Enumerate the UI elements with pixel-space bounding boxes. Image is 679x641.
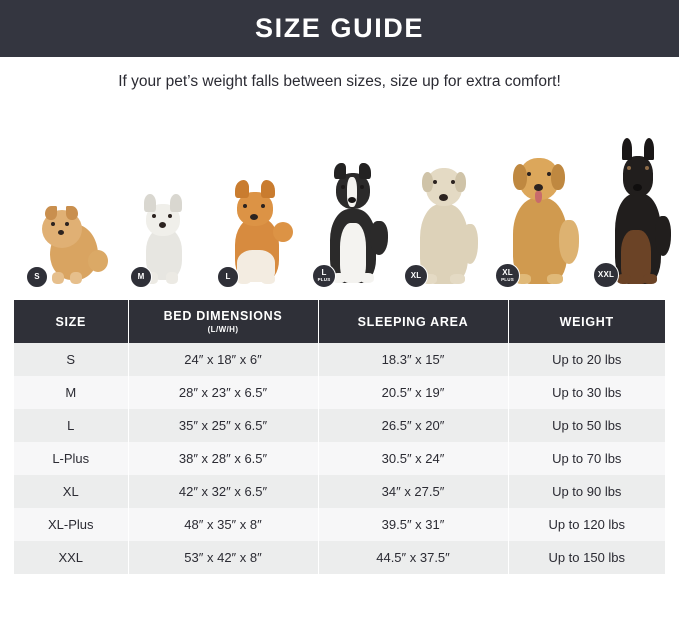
cell-bed-dimensions: 48″ x 35″ x 8″ (128, 508, 318, 541)
size-badge-xl-label: XL (410, 271, 422, 280)
size-badge-s-label: S (34, 272, 40, 281)
column-header-bed-dimensions-sub: (L/W/H) (207, 325, 239, 334)
table-header-row (14, 300, 665, 343)
size-badge-l (217, 266, 239, 288)
cell-weight: Up to 70 lbs (508, 442, 665, 475)
cell-size: M (14, 376, 128, 409)
size-badge-xl-plus (495, 263, 520, 288)
size-badge-l-plus (312, 264, 336, 288)
dog-illustration-french-bulldog (132, 194, 194, 286)
size-badge-l-label: L (225, 272, 231, 281)
dog-illustration-doberman (599, 138, 675, 286)
table-row (14, 508, 665, 541)
cell-sleeping-area: 18.3″ x 15″ (318, 343, 508, 376)
cell-weight: Up to 30 lbs (508, 376, 665, 409)
cell-weight: Up to 120 lbs (508, 508, 665, 541)
table-row (14, 376, 665, 409)
cell-sleeping-area: 44.5″ x 37.5″ (318, 541, 508, 574)
cell-size: XL (14, 475, 128, 508)
column-header-bed-dimensions-label: BED DIMENSIONS (163, 309, 283, 323)
cell-bed-dimensions: 42″ x 32″ x 6.5″ (128, 475, 318, 508)
cell-bed-dimensions: 24″ x 18″ x 6″ (128, 343, 318, 376)
cell-sleeping-area: 39.5″ x 31″ (318, 508, 508, 541)
header-banner (0, 0, 679, 57)
dog-size-illustrations (14, 111, 665, 286)
cell-bed-dimensions: 35″ x 25″ x 6.5″ (128, 409, 318, 442)
table-row (14, 343, 665, 376)
cell-size: L (14, 409, 128, 442)
table-row (14, 409, 665, 442)
cell-bed-dimensions: 38″ x 28″ x 6.5″ (128, 442, 318, 475)
cell-sleeping-area: 30.5″ x 24″ (318, 442, 508, 475)
cell-weight: Up to 150 lbs (508, 541, 665, 574)
size-badge-m-label: M (137, 272, 145, 281)
dog-illustration-shiba-inu (217, 178, 295, 286)
size-badge-xxl-label: XXL (597, 270, 615, 279)
table-row (14, 442, 665, 475)
dog-illustration-border-collie (314, 161, 390, 286)
size-badge-xxl (593, 262, 619, 288)
size-badge-l-plus-sublabel: PLUS (317, 277, 331, 283)
cell-sleeping-area: 34″ x 27.5″ (318, 475, 508, 508)
cell-bed-dimensions: 53″ x 42″ x 8″ (128, 541, 318, 574)
cell-size: XL-Plus (14, 508, 128, 541)
cell-weight: Up to 90 lbs (508, 475, 665, 508)
cell-bed-dimensions: 28″ x 23″ x 6.5″ (128, 376, 318, 409)
dog-illustration-golden-retriever (495, 146, 579, 286)
cell-weight: Up to 50 lbs (508, 409, 665, 442)
size-badge-xl (404, 264, 428, 288)
table-row (14, 541, 665, 574)
size-badge-xl-plus-label: XL (502, 267, 513, 277)
size-table-container (14, 300, 665, 574)
cell-sleeping-area: 26.5″ x 20″ (318, 409, 508, 442)
cell-sleeping-area: 20.5″ x 19″ (318, 376, 508, 409)
column-header-sleeping-area: SLEEPING AREA (318, 300, 508, 343)
page-title: SIZE GUIDE (254, 13, 425, 43)
dog-illustration-labrador (404, 154, 480, 286)
size-badge-l-plus-label: L (321, 268, 327, 278)
cell-weight: Up to 20 lbs (508, 343, 665, 376)
column-header-weight: WEIGHT (508, 300, 665, 343)
dog-illustration-pomeranian (32, 206, 108, 286)
column-header-size: SIZE (14, 300, 128, 343)
subtitle-text: If your pet’s weight falls between sizes, size up for extra comfort! (118, 73, 561, 90)
size-badge-m (130, 266, 152, 288)
column-header-bed-dimensions (128, 300, 318, 343)
size-badge-s (26, 266, 48, 288)
size-table (14, 300, 665, 574)
subtitle-container (0, 57, 679, 107)
size-badge-xl-plus-sublabel: PLUS (501, 276, 514, 282)
cell-size: L-Plus (14, 442, 128, 475)
table-row (14, 475, 665, 508)
cell-size: S (14, 343, 128, 376)
cell-size: XXL (14, 541, 128, 574)
